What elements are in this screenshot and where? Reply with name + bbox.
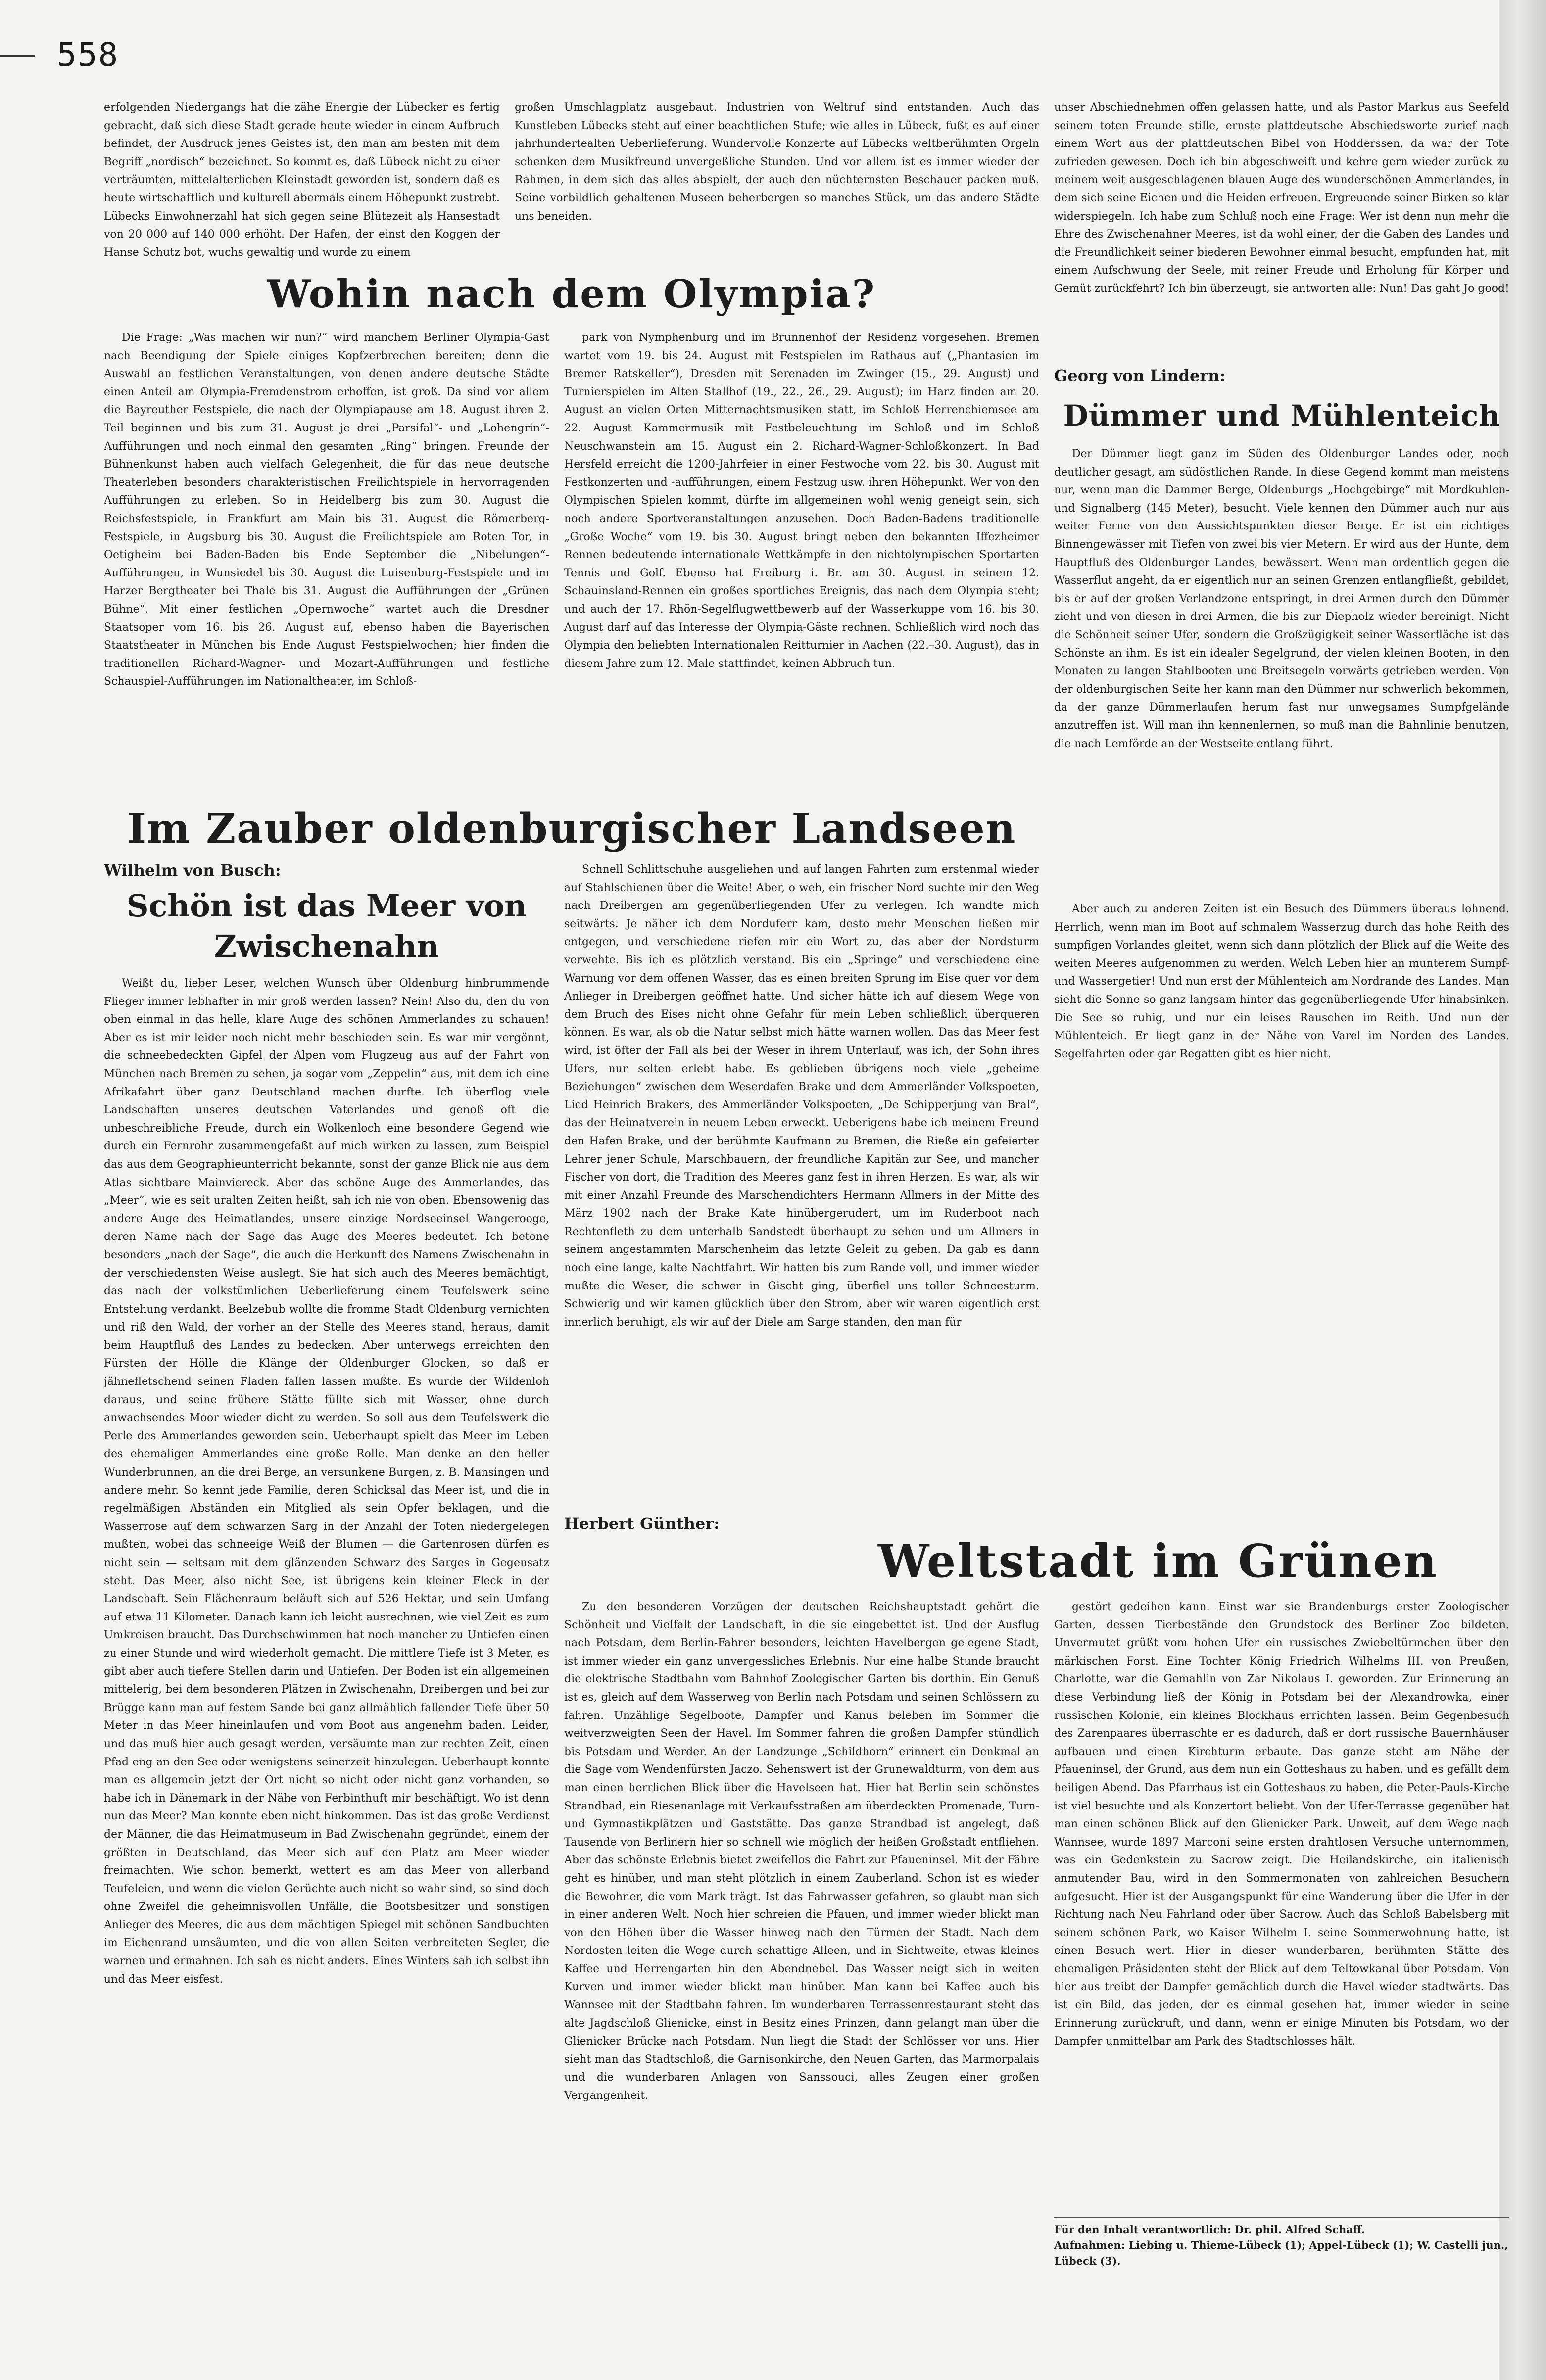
footer-rule (1054, 2217, 1509, 2218)
olympia-column-1-text: Die Frage: „Was machen wir nun?“ wird manchem Berliner Olympia-Gast nach Beendigung der Spiele einiges Kopfzerbrechen bereiten; denn die Auswahl an festlichen Veranstaltungen, von denen andere deutsche Städte einen Anteil am Olympia-Fremdenstrom erhoffen, ist groß. Da sind vor allem die Bayreuther Festspiele, die nach der Olympiapause am 18. August ihren 2. Teil beginnen und bis zum 31. August je drei „Parsifal“- und „Lohengrin“-Aufführungen und noch einmal den gesamten „Ring“ bringen. Freunde der Bühnenkunst haben auch vielfach Gelegenheit, die für das neue deutsche Theaterleben besonders charakteristischen Freilichtspiele in hervorragenden Aufführungen zu erleben. So in Heidelberg bis zum 30. August die Reichsfestspiele, in Frankfurt am Main bis 31. August die Römerberg-Festspiele, in Augsburg bis 30. August die Freilichtspiele am Roten Tor, in Oetigheim bei Baden-Baden bis Ende September die „Nibelungen“-Aufführungen, in Wunsiedel bis 30. August die Luisenburg-Festspiele und im Harzer Bergtheater bei Thale bis 31. August die Aufführungen der „Grünen Bühne“. Mit einer festlichen „Opernwoche“ wartet auch die Dresdner Staatsoper vom 16. bis 26. August auf, ebenso haben die Bayerischen Staatstheater in München bis Ende August Festspielwochen; hier finden die traditionellen Richard-Wagner- und Mozart-Aufführungen und festliche Schauspiel-Aufführungen im Nationaltheater, im Schloß- (104, 332, 549, 688)
footer-responsible: Für den Inhalt verantwortlich: Dr. phil. Alfred Schaff. (1054, 2223, 1365, 2236)
top-column-1 (104, 99, 500, 262)
duemmer-text-1 (1054, 445, 1509, 901)
olympia-column-1 (104, 329, 549, 789)
weltstadt-column-1 (564, 1598, 1039, 2266)
olympia-column-2-text: park von Nymphenburg und im Brunnenhof der Residenz vorgesehen. Bremen wartet vom 19. bis 24. August mit Festspielen im Rathaus auf („Phantasien im Bremer Ratskeller“), Dresden mit Serenaden im Zwinger (15., 29. August) und Turnierspielen im Alten Stallhof (19., 22., 26., 29. August); im Harz finden am 20. August an vielen Orten Mitternachtsmusiken statt, im Schloß Herrenchiemsee am 22. August Kammermusik mit Festbeleuchtung im Schloß und im Schloß Neuschwanstein am 15. August ein 2. Richard-Wagner-Schloßkonzert. In Bad Hersfeld erreicht die 1200-Jahrfeier in einer Festwoche vom 22. bis 30. August mit Festkonzerten und -aufführungen, einem Festzug usw. ihren Höhepunkt. Wer von den Olympischen Spielen kommt, dürfte im allgemeinen wohl wenig geneigt sein, sich noch andere Sportveranstaltungen anzusehen. Doch Baden-Badens traditionelle „Große Woche“ vom 19. bis 30. August bringt neben den bekannten Iffezheimer Rennen bedeutende internationale Wettkämpfe in den nichtolympischen Sportarten Tennis und Golf. Ebenso hat Freiburg i. Br. am 30. August in seinem 12. Schauinsland-Rennen ein großes sportliches Ereignis, das nach dem Olympia steht; und auch der 17. Rhön-Segelflugwettbewerb auf der Wasserkuppe vom 16. bis 30. August darf auf das Interesse der Olympia-Gäste rechnen. Schließlich wird noch das Olympia den beliebten Internationalen Reitturnier in Aachen (22.–30. August), das in diesem Jahre zum 12. Male stattfindet, keinen Abbruch tun. (564, 332, 1039, 670)
landseen-column-2-text: Schnell Schlittschuhe ausgeliehen und auf langen Fahrten zum erstenmal wieder auf Stahlschienen über die Weite! Aber, o weh, ein frischer Nord suchte mir den Weg nach Dreibergen am gegenüberliegenden Ufer zu verlegen. Ich wandte mich seitwärts. Je näher ich dem Norduferr kam, desto mehr Menschen ließen mir entgegen, und verschiedene riefen mir ein Wort zu, das aber der Nordsturm verwehte. Bis ich es plötzlich verstand. Bis ein „Springe“ und verschiedene eine Warnung vor dem offenen Wasser, das es einen breiten Sprung im Eise quer vor dem Anlieger in Dreibergen geöffnet hatte. Und sicher hätte ich auf diesem Wege von dem Bruch des Eises nicht ohne Gefahr für mein Leben schließlich überqueren können. Es war, als ob die Natur selbst mich hätte warnen wollen. Das das Meer fest wird, ist öfter der Fall als bei der Weser in ihrem Unterlauf, was ich, der Sohn ihres Ufers, nur selten erlebt habe. Es geblieben übrigens noch viele „geheime Beziehungen“ zwischen dem Weserdafen Brake und dem Ammerländer Volkspoeten, Lied Heinrich Brakers, des Ammerländer Volkspoeten, „De Schipperjung van Bral“, das der Heimatverein in neuem Leben erweckt. Ueberigens habe ich meinem Freund den Hafen Brake, und der berühmte Kaufmann zu Bremen, die Rieße ein gefeierter Lehrer jener Schule, Marschbauern, der freundliche Kapitän zur See, und mancher Fischer von dort, die Tradition des Meeres ganz fest in ihren Herzen. Es war, als wir mit einer Anzahl Freunde des Marschendichters Hermann Allmers in der Mitte des März 1902 nach der Brake Kate hinübergerudert, um im Ruderboot nach Rechtenfleth zu dem unterhalb Sandstedt überhaupt zu sehen und um Allmers in seinem angestammten Marschenheim das letzte Geleit zu geben. Da gab es dann noch eine lange, kalte Nachtfahrt. Wir hatten bis zum Rande voll, und immer wieder mußte die Weser, die schwer in Gischt ging, überfiel uns toller Schneesturm. Schwierig und wir kamen glücklich über den Strom, aber wir waren eigentlich erst innerlich beruhigt, als wir auf der Diele am Sarge standen, den man für (564, 863, 1039, 1329)
duemmer-headline-box (1054, 391, 1509, 440)
duemmer-text-1-paragraph: Der Dümmer liegt ganz im Süden des Oldenburger Landes oder, noch deutlicher gesagt, am südöstlichen Rande. In diese Gegend kommt man meistens nur, wenn man die Dammer Berge, Oldenburgs „Hochgebirge“ mit Mordkuhlen- und Signalberg (145 Meter), besucht. Viele kennen den Dümmer auch nur aus weiter Ferne von den Aussichtspunkten dieser Berge. Er ist ein richtiges Binnengewässer mit Tiefen von zwei bis vier Metern. Er wird aus der Hunte, dem Hauptfluß des Oldenburger Landes, bewässert. Wenn man ordentlich gegen die Wasserflut angeht, da er eigentlich nur an seinen Grenzen entlangfließt, gebildet, bis er auf der großen Verlandzone entspringt, in drei Armen durch den Dümmer zieht und von diesen in drei Armen, die bis zur Diepholz wieder bereinigt. Nicht die Schönheit seiner Ufer, sondern die Großzügigkeit seiner Wasserfläche ist das Schönste an ihm. Es ist ein idealer Segelgrund, der vielen kleinen Booten, in den Monaten zu langen Stahlbooten und Breitsegeln vorwärts getrieben werden. Von der oldenburgischen Seite her kann man den Dümmer nur schwerlich bekommen, da der ganze Dümmerlaufen herum fast nur unwegsames Sumpfgelände anzutreffen ist. Will man ihn kennenlernen, so muß man die Bahnlinie benutzen, die nach Lemförde an der Westseite entlang führt. (1054, 448, 1509, 750)
footer-credits (1054, 2222, 1509, 2276)
duemmer-byline-box (1054, 366, 1509, 391)
top-column-3-text: unser Abschiednehmen offen gelassen hatte, und als Pastor Markus aus Seefeld seinem toten Freunde stille, ernste plattdeutsche Abschiedsworte zurief nach einem Wort aus der plattdeutschen Bibel von Hodderssen, da war der Tote zufrieden gewesen. Doch ich bin abgeschweift und kehre gern wieder zurück zu meinem weit ausgeschlagenen blauen Auge des wunderschönen Ammerlandes, in dem sich seine Eichen und die Heiden erfreuen. Ergreuende seiner Birken so klar widerspiegeln. Ich habe zum Schluß noch eine Frage: Wer ist denn nun mehr die Ehre des Zwischenahner Meeres, ist da wohl einer, der die Gaben des Landes und die Freundlichkeit seiner biederen Bewohner einmal besucht, empfunden hat, mit einem Aufschwung der Seele, mit reiner Freude und Erholung für Körper und Gemüt zurückfehrt? Ich bin überzeugt, sie antworten alle: Nun! Das gaht Jo good! (1054, 101, 1509, 295)
top-column-1-text: erfolgenden Niedergangs hat die zähe Energie der Lübecker es fertig gebracht, daß sich diese Stadt gerade heute wieder in einem Aufbruch befindet, der Ausdruck jenes Geistes ist, den man am besten mit dem Begriff „nordisch“ bezeichnet. So kommt es, daß Lübeck nicht zu einer verträumten, mittelalterlichen Kleinstadt geworden ist, sondern daß es heute wirtschaftlich und kulturell abermals einem Höhepunkt zustrebt. Lübecks Einwohnerzahl hat sich gegen seine Blütezeit als Hansestadt von 20 000 auf 140 000 erhöht. Der Hafen, der einst den Koggen der Hanse Schutz bot, wuchs gewaltig und wurde zu einem (104, 101, 500, 259)
weltstadt-column-1-text: Zu den besonderen Vorzügen der deutschen Reichshauptstadt gehört die Schönheit und Vielfalt der Landschaft, in die sie eingebettet ist. Und der Ausflug nach Potsdam, dem Berlin-Fahrer besonders, leichten Havelbergen gelegene Stadt, ist immer wieder ein ganz unvergessliches Erlebnis. Nur eine halbe Stunde braucht die elektrische Stadtbahn vom Bahnhof Zoologischer Garten bis dorthin. Ein Genuß ist es, gleich auf dem Wasserweg von Berlin nach Potsdam und seinen Schlössern zu fahren. Unzählige Segelboote, Dampfer und Kanus beleben im Sommer die weitverzweigten Seen der Havel. Im Sommer fahren die großen Dampfer stündlich bis Potsdam und Werder. An der Landzunge „Schildhorn“ erinnert ein Denkmal an die Sage vom Wendenfürsten Jaczo. Sehenswert ist der Grunewaldturm, von dem aus man einen herrlichen Blick über die Havelseen hat. Hier hat Berlin sein schönstes Strandbad, ein Riesenanlage mit Verkaufsstraßen am überdeckten Promenade, Turn- und Gymnastikplätzen und Gaststätte. Das ganze Strandbad ist angelegt, daß Tausende von Berlinern hier so schnell wie möglich der heißen Großstadt entfliehen. Aber das schönste Erlebnis bietet zweifellos die Fahrt zur Pfaueninsel. Mit der Fähre geht es hinüber, und man steht plötzlich in einem Zauberland. Schon ist es wieder die Bewohner, die vom Mark trägt. Ist das Fahrwasser gefahren, so glaubt man sich in einer anderen Welt. Noch hier schreien die Pfauen, und immer wieder blickt man von den Höhen über die Wasser hinweg nach den Türmen der Stadt. Nach dem Nordosten leiten die Wege durch schattige Alleen, und in Sichtweite, etwas kleines Kaffee und Herrengarten hin den Abendnebel. Das Wasser neigt sich in weiten Kurven und immer wieder blickt man hinüber. Man kann bei Kaffee auch bis Wannsee mit der Stadtbahn fahren. Im wunderbaren Terrassenrestaurant steht das alte Jagdschloß Glienicke, einst in Besitz eines Prinzen, dann gelangt man über die Glienicker Brücke nach Potsdam. Nun liegt die Stadt der Schlösser vor uns. Hier sieht man das Stadtschloß, die Garnisonkirche, den Neuen Garten, das Marmorpalais und die wunderbaren Anlagen von Sanssouci, alles Zeugen einer großen Vergangenheit. (564, 1601, 1039, 2102)
landseen-column-2 (564, 861, 1039, 1504)
olympia-column-2 (564, 329, 1039, 789)
top-column-2 (515, 99, 1039, 262)
landseen-byline: Wilhelm von Busch: (104, 861, 281, 880)
olympia-headline-box (104, 267, 1039, 322)
page-number: 558 (57, 36, 119, 74)
landseen-column-1 (104, 975, 549, 2281)
weltstadt-column-2 (1054, 1598, 1509, 2212)
duemmer-headline: Dümmer und Mühlenteich (1063, 399, 1500, 432)
weltstadt-headline: Weltstadt im Grünen (877, 1534, 1439, 1588)
duemmer-text-2-paragraph: Aber auch zu anderen Zeiten ist ein Besuch des Dümmers überaus lohnend. Herrlich, wenn man im Boot auf schmalem Wasserzug durch das hohe Reith des sumpfigen Vorlandes gleitet, wenn sich dann plötzlich der Blick auf die Weite des weiten Meeres aufgenommen zu werden. Welch Leben hier an munterem Sumpf- und Wassergetier! Und nun erst der Mühlenteich am Nordrande des Landes. Man sieht die Sonne so ganz langsam hinter das gegenüberliegende Ufer hinabsinken. Die See so ruhig, und nur ein leises Rauschen im Reith. Und nun der Mühlenteich. Er liegt ganz in der Nähe von Varel im Norden des Landes. Segelfahrten oder gar Regatten gibt es hier nicht. (1054, 903, 1509, 1060)
landseen-headline: Im Zauber oldenburgischer Landseen (127, 805, 1016, 853)
weltstadt-headline-box (812, 1529, 1504, 1593)
weltstadt-byline: Herbert Günther: (564, 1514, 720, 1533)
margin-dash (0, 55, 35, 57)
landseen-headline-box (104, 797, 1039, 861)
footer-photo-credits: Aufnahmen: Liebing u. Thieme-Lübeck (1); Appel-Lübeck (1); W. Castelli jun., Lübeck (3). (1054, 2239, 1508, 2267)
duemmer-byline: Georg von Lindern: (1054, 366, 1226, 385)
olympia-headline: Wohin nach dem Olympia? (267, 272, 876, 317)
duemmer-text-2 (1054, 901, 1509, 1306)
landseen-subhead-box (104, 886, 549, 970)
landseen-column-1-text: Weißt du, lieber Leser, welchen Wunsch über Oldenburg hinbrummende Flieger immer lebhafter in mir groß werden lassen? Nein! Also du, den du von oben einmal in das helle, klare Auge des schönen Ammerlandes zu schauen! Aber es ist mir leider noch nicht mehr beschieden sein. Es war mir vergönnt, die schneebedeckten Gipfel der Alpen vom Flugzeug aus auf der Fahrt von München nach Bremen zu sehen, ja sogar vom „Zeppelin“ aus, mit dem ich eine Afrikafahrt über ganz Deutschland machen durfte. Ich überflog viele Landschaften unseres deutschen Vaterlandes und genoß oft die unbeschreibliche Freude, durch ein Wolkenloch eine besondere Gegend wie durch ein Fernrohr zusammengefaßt auf mich wirken zu lassen, zum Beispiel das aus dem Geographieunterricht bekannte, sonst der ganze Blick nie aus dem Atlas sichtbare Mainviereck. Aber das schöne Auge des Ammerlandes, das „Meer“, wie es seit uralten Zeiten heißt, sah ich nie von oben. Ebensowenig das andere Auge des Heimatlandes, unsere einzige Nordseeinsel Wangerooge, deren Name nach der Sage das Auge des Meeres bedeutet. Ich betone besonders „nach der Sage“, die auch die Herkunft des Namens Zwischenahn in der verschiedensten Weise auslegt. Sie hat sich auch des Meeres bemächtigt, das nach der volkstümlichen Ueberlieferung einem Teufelswerk seine Entstehung verdankt. Beelzebub wollte die fromme Stadt Oldenburg vernichten und riß den Wald, der vorher an der Stelle des Meeres stand, heraus, damit beim Hauptfluß des Landes zu bedecken. Aber unterwegs erreichten den Fürsten der Hölle die Klänge der Oldenburger Glocken, so daß er jähnefletschend seinen Fladen fallen lassen mußte. Es wurde der Wildenloh daraus, und seine frühere Stätte füllte sich mit Wasser, ohne durch anwachsendes Moor wieder dicht zu werden. So soll aus dem Teufelswerk die Perle des Ammerlandes geworden sein. Ueberhaupt spielt das Meer im Leben des ehemaligen Ammerlandes eine große Rolle. Man denke an den heller Wunderbrunnen, an die drei Berge, an versunkene Burgen, z. B. Mansingen und andere mehr. So kennt jede Familie, deren Schicksal das Meer ist, und die in regelmäßigen Abständen ein Mitglied als sein Opfer beklagen, und die Wasserrose auf dem schwarzen Sarg in der Anzahl der Toten niedergelegen mußten, wobei das schneeige Weiß der Blumen — die Gartenrosen dürfen es nicht sein — seltsam mit dem glänzenden Schwarz des Sarges in Gegensatz steht. Das Meer, also nicht See, ist übrigens kein kleiner Fleck in der Landschaft. Sein Flächenraum beläuft sich auf 526 Hektar, und sein Umfang auf etwa 11 Kilometer. Danach kann ich leicht ausrechnen, wie viel Zeit es zum Umkreisen braucht. Das Durchschwimmen hat noch mancher zu Untiefen einen zu einer Stunde und wird wiederholt gemacht. Die mittlere Tiefe ist 3 Meter, es gibt aber auch tiefere Stellen darin und Untiefen. Der Boden ist ein allgemeinen mittelerig, bei dem besonderen Plätzen in Zwischenahn, Dreibergen und bei zur Brügge kann man auf festem Sande bei ganz allmählich fallender Tiefe über 50 Meter in das Meer hineinlaufen und vom Boot aus angenehm baden. Leider, und das muß hier auch gesagt werden, versäumte man zur rechten Zeit, einen Pfad eng an den See oder wenigstens seinerzeit hinzulegen. Ueberhaupt konnte man es allgemein jetzt der Ort nicht so nicht oder nicht ganz vorhanden, so habe ich in Dänemark in der Nähe von Ferbinthuft mir beschäftigt. Wo ist denn nun das Meer? Man konnte eben nicht hinkommen. Das ist das große Verdienst der Männer, die das Heimatmuseum in Bad Zwischenahn gegründet, einem der größten in Deutschland, das Meer sich auf den Platz am Meer wieder freimachten. Wie schon bemerkt, wettert es am das Meer von allerband Teufeleien, und wenn die vielen Gerüchte auch nicht so wahr sind, so sind doch ohne Zweifel die geheimnisvollen Unfälle, die Bootsbesitzer und sonstigen Anlieger des Meeres, die aus dem mächtigen Spiegel mit schönen Sandbuchten im Eichenrand umsäumten, und die von allen Seiten verbreiteten Segler, die warnen und ermahnen. Ich sah es nicht anders. Eines Winters sah ich selbst ihn und das Meer eisfest. (104, 977, 549, 1986)
top-column-2-text: großen Umschlagplatz ausgebaut. Industrien von Weltruf sind entstanden. Auch das Kunstleben Lübecks steht auf einer beachtlichen Stufe; wie alles in Lübeck, fußt es auf einer jahrhundertealten Ueberlieferung. Wundervolle Konzerte auf Lübecks weltberühmten Orgeln schenken dem Musikfreund unvergeßliche Stunden. Und vor allem ist es immer wieder der Rahmen, in dem sich das alles abspielt, der auch den nüchternsten Beschauer packen muß. Seine vorbildlich gehaltenen Museen beherbergen so manches Stück, um das andere Städte uns beneiden. (515, 101, 1039, 223)
top-column-3 (1054, 99, 1509, 361)
landseen-byline-box (104, 861, 549, 886)
weltstadt-column-2-text: gestört gedeihen kann. Einst war sie Brandenburgs erster Zoologischer Garten, dessen Tierbestände den Grundstock des Berliner Zoo bildeten. Unvermutet grüßt vom hohen Ufer ein russisches Zwiebeltürmchen über den märkischen Forst. Eine Tochter König Friedrich Wilhelms III. von Preußen, Charlotte, war die Gemahlin von Zar Nikolaus I. geworden. Zur Erinnerung an diese Verbindung ließ der König in Potsdam bei der Alexandrowka, einer russischen Kolonie, ein kleines Blockhaus errichten lassen. Beim Gegenbesuch des Zarenpaares überraschte er es dadurch, daß er dort russische Bauernhäuser aufbauen und einen Kirchturm erbaute. Das ganze steht am Nähe der Pfaueninsel, der Grund, aus dem nun ein Gotteshaus zu haben, und es gefällt dem heiligen Abend. Das Pfarrhaus ist ein Gotteshaus zu haben, die Peter-Pauls-Kirche ist viel besuchte und als Konzertort beliebt. Von der Ufer-Terrasse gegenüber hat man einen schönen Blick auf den Glienicker Park. Unweit, auf dem Wege nach Wannsee, wurde 1897 Marconi seine ersten drahtlosen Versuche unternommen, was ein Gedenkstein zu Sacrow zeigt. Die Heilandskirche, ein italienisch anmutender Bau, wird in den Sommermonaten von zahlreichen Besuchern aufgesucht. Hier ist der Ausgangspunkt für eine Wanderung über die Ufer in der Richtung nach Neu Fahrland oder über Sacrow. Auch das Schloß Babelsberg mit seinem schönen Park, wo Kaiser Wilhelm I. seine Sommerwohnung hatte, ist einen Besuch wert. Hier in dieser wunderbaren, berühmten Stätte des ehemaligen Präsidenten steht der Blick auf dem Teltowkanal über Potsdam. Von hier aus treibt der Dampfer gemächlich durch die Havel wieder stadtwärts. Das ist ein Bild, das jeden, der es einmal gesehen hat, immer wieder in seine Erinnerung zurückruft, und dann, wenn er einige Minuten bis Potsdam, wo der Dampfer unmittelbar am Park des Stadtschlosses hält. (1054, 1601, 1509, 2048)
landseen-subhead: Schön ist das Meer von Zwischenahn (126, 888, 527, 964)
